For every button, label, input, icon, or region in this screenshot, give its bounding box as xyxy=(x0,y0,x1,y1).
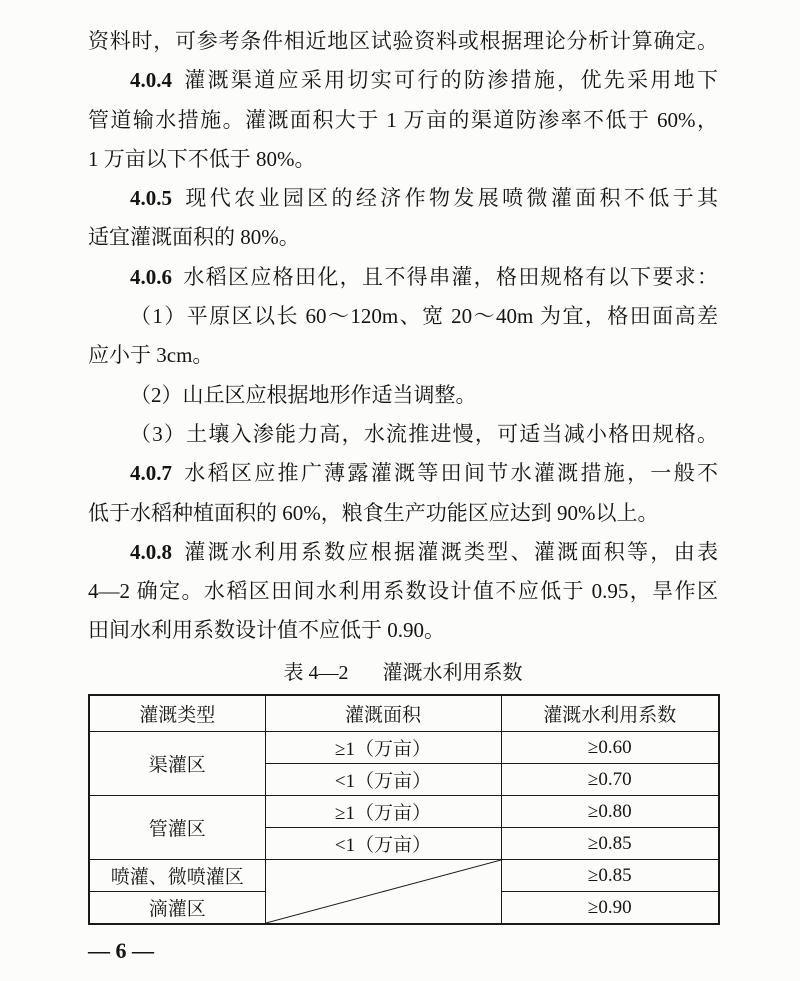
clause-text: 灌溉水利用系数应根据灌溉类型、灌溉面积等，由表 xyxy=(182,539,718,564)
clause-text: 灌溉渠道应采用切实可行的防渗措施，优先采用地下 xyxy=(182,68,718,93)
table-label: 表 4—2 xyxy=(283,662,349,684)
clause-line: 1 万亩以下不低于 80%。 xyxy=(88,146,316,171)
page-number: — 6 — xyxy=(88,938,154,963)
list-item: （3）土壤入渗能力高，水流推进慢，可适当减小格田规格。 xyxy=(130,421,718,446)
list-item: （2）山丘区应根据地形作适当调整。 xyxy=(130,382,477,407)
coefficient-cell: ≥0.85 xyxy=(501,860,719,892)
irrigation-coefficient-table xyxy=(88,694,720,925)
coefficient-cell: ≥0.85 xyxy=(501,828,719,860)
body-text xyxy=(88,22,718,651)
header-irrigation-type: 灌溉类型 xyxy=(89,695,265,732)
coefficient-cell: ≥0.70 xyxy=(501,764,719,796)
clause-text: 水稻区应格田化，且不得串灌，格田规格有以下要求： xyxy=(182,264,718,289)
table-row xyxy=(89,860,719,892)
area-cell: <1（万亩） xyxy=(265,764,501,796)
type-cell: 滴灌区 xyxy=(89,892,265,925)
clause-number: 4.0.5 xyxy=(130,186,172,211)
table-header-row xyxy=(89,695,719,732)
clause-4-0-4 xyxy=(88,61,718,100)
diagonal-slash xyxy=(266,860,501,923)
lead-line: 资料时，可参考条件相近地区试验资料或根据理论分析计算确定。 xyxy=(88,29,718,53)
coefficient-cell: ≥0.80 xyxy=(501,796,719,828)
list-item-line: 应小于 3cm。 xyxy=(88,343,214,368)
clause-4-0-8 xyxy=(88,533,718,572)
clause-4-0-7 xyxy=(88,454,718,493)
clause-number: 4.0.7 xyxy=(130,461,172,486)
area-cell: ≥1（万亩） xyxy=(265,796,501,828)
area-cell: <1（万亩） xyxy=(265,828,501,860)
coefficient-cell: ≥0.60 xyxy=(501,732,719,764)
not-applicable-slash-cell xyxy=(265,860,501,925)
type-cell: 管灌区 xyxy=(89,796,265,860)
header-irrigation-area: 灌溉面积 xyxy=(265,695,501,732)
list-item: （1）平原区以长 60～120m、宽 20～40m 为宜，格田面高差 xyxy=(130,304,718,329)
coefficient-cell: ≥0.90 xyxy=(501,892,719,925)
clause-4-0-5 xyxy=(88,179,718,218)
area-cell: ≥1（万亩） xyxy=(265,732,501,764)
table-row xyxy=(89,732,719,764)
header-water-use-coefficient: 灌溉水利用系数 xyxy=(501,695,719,732)
type-cell: 喷灌、微喷灌区 xyxy=(89,860,265,892)
table-title xyxy=(88,653,718,693)
clause-line: 适宜灌溉面积的 80%。 xyxy=(88,225,300,250)
table-caption: 灌溉水利用系数 xyxy=(382,662,523,684)
clause-number: 4.0.8 xyxy=(130,539,172,564)
clause-line: 低于水稻种植面积的 60%，粮食生产功能区应达到 90%以上。 xyxy=(88,500,659,525)
clause-line: 管道输水措施。灌溉面积大于 1 万亩的渠道防渗率不低于 60%， xyxy=(88,107,718,132)
clause-line: 田间水利用系数设计值不应低于 0.90。 xyxy=(88,618,445,643)
clause-text: 现代农业园区的经济作物发展喷微灌面积不低于其 xyxy=(182,186,718,211)
clause-4-0-6 xyxy=(88,258,718,297)
table-row xyxy=(89,796,719,828)
clause-line: 4—2 确定。水稻区田间水利用系数设计值不应低于 0.95，旱作区 xyxy=(88,579,718,604)
clause-number: 4.0.4 xyxy=(130,68,172,93)
type-cell: 渠灌区 xyxy=(89,732,265,796)
clause-text: 水稻区应推广薄露灌溉等田间节水灌溉措施，一般不 xyxy=(182,461,718,486)
clause-number: 4.0.6 xyxy=(130,264,172,289)
